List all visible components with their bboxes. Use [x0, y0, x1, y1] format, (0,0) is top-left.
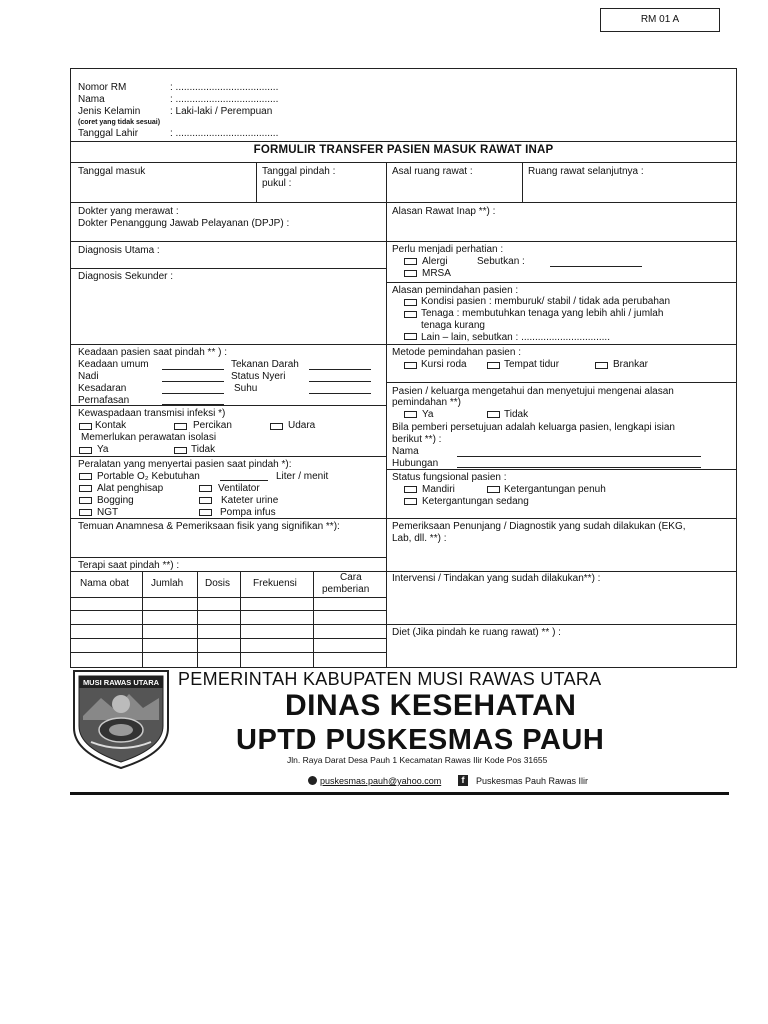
input-line[interactable]: [309, 381, 371, 382]
checkbox-portable[interactable]: [79, 473, 92, 480]
divider: [522, 162, 523, 202]
column-divider: [386, 162, 387, 668]
label-pompa: Pompa infus: [220, 507, 276, 518]
divider: [70, 162, 737, 163]
label-metode: Metode pemindahan pasien :: [392, 347, 521, 358]
checkbox-tenaga[interactable]: [404, 311, 417, 318]
label-pernafasan: Pernafasan: [78, 395, 130, 406]
letterhead-line1: PEMERINTAH KABUPATEN MUSI RAWAS UTARA: [178, 669, 602, 689]
label-diagnosis-sekunder: Diagnosis Sekunder :: [78, 271, 174, 282]
checkbox-alergi[interactable]: [404, 258, 417, 265]
label-kursi-roda: Kursi roda: [421, 359, 467, 370]
label-tenaga-2: tenaga kurang: [421, 320, 485, 331]
label-alasan-pindah: Alasan pemindahan pasien :: [392, 285, 519, 296]
checkbox-mrsa[interactable]: [404, 270, 417, 277]
label-alergi: Alergi: [422, 256, 448, 267]
label-terapi: Terapi saat pindah **) :: [78, 560, 180, 571]
input-line-nama[interactable]: [457, 456, 701, 457]
label-asal-ruang: Asal ruang rawat :: [392, 166, 473, 177]
value-nomor-rm: : .....................................: [170, 82, 279, 93]
value-jenis-kelamin: : Laki-laki / Perempuan: [170, 106, 273, 117]
input-line[interactable]: [162, 381, 224, 382]
letterhead-line3: UPTD PUSKESMAS PAUH: [236, 724, 605, 756]
label-diagnosis-utama: Diagnosis Utama :: [78, 245, 160, 256]
label-setuju-tidak: Tidak: [504, 409, 529, 420]
th-cara: Cara: [340, 572, 362, 583]
label-ruang-selanjutnya: Ruang rawat selanjutnya :: [528, 166, 644, 177]
checkbox-mandiri[interactable]: [404, 486, 417, 493]
label-lain: Lain – lain, sebutkan : ................................: [421, 332, 610, 343]
checkbox-brankar[interactable]: [595, 362, 608, 369]
emblem-text: MUSI RAWAS UTARA: [82, 678, 160, 687]
input-line[interactable]: [162, 393, 224, 394]
letterhead-rule: [70, 792, 729, 795]
label-isolasi: Memerlukan perawatan isolasi: [81, 432, 217, 443]
label-portable: Portable O₂ Kebutuhan: [97, 471, 200, 482]
checkbox-lain[interactable]: [404, 333, 417, 340]
divider: [386, 469, 737, 470]
label-peralatan: Peralatan yang menyertai pasien saat pindah *):: [78, 459, 292, 470]
checkbox-pompa[interactable]: [199, 509, 212, 516]
label-intervensi: Intervensi / Tindakan yang sudah dilakukan**) :: [392, 573, 601, 584]
th-pemberian: pemberian: [322, 584, 370, 595]
divider: [386, 382, 737, 383]
label-kontak: Kontak: [95, 420, 127, 431]
divider: [70, 241, 386, 242]
label-tanggal-masuk: Tanggal masuk: [78, 166, 146, 177]
divider: [386, 518, 737, 519]
table-row-line: [70, 597, 386, 598]
label-temuan: Temuan Anamnesa & Pemeriksaan fisik yang signifikan **):: [78, 521, 340, 532]
divider: [70, 344, 386, 345]
label-bogging: Bogging: [97, 495, 134, 506]
label-nama: Nama: [392, 446, 419, 457]
label-isolasi-tidak: Tidak: [191, 444, 216, 455]
checkbox-bogging[interactable]: [79, 497, 92, 504]
input-line[interactable]: [309, 369, 371, 370]
value-tanggal-lahir: : .....................................: [170, 128, 279, 139]
label-dpjp: Dokter Penanggung Jawab Pelayanan (DPJP) :: [78, 218, 290, 229]
facebook-name: Puskesmas Pauh Rawas Ilir: [476, 776, 589, 786]
form-title: FORMULIR TRANSFER PASIEN MASUK RAWAT INAP: [253, 144, 554, 156]
label-sebutkan: Sebutkan :: [477, 256, 525, 267]
email-link[interactable]: puskesmas.pauh@yahoo.com: [320, 776, 442, 786]
divider: [256, 162, 257, 202]
label-setuju: Pasien / keluarga mengetahui dan menyetujui mengenai alasan: [392, 386, 674, 397]
input-line-sebutkan[interactable]: [550, 266, 642, 267]
label-nama: Nama: [78, 94, 105, 105]
checkbox-ketergantungan-sedang[interactable]: [404, 498, 417, 505]
label-ngt: NGT: [97, 507, 119, 518]
checkbox-percikan[interactable]: [174, 423, 187, 430]
label-tekanan-darah: Tekanan Darah: [231, 359, 299, 370]
label-tanggal-lahir: Tanggal Lahir: [78, 128, 139, 139]
divider: [70, 557, 386, 558]
label-mrsa: MRSA: [422, 268, 451, 279]
checkbox-isolasi-tidak[interactable]: [174, 447, 187, 454]
label-perhatian: Perlu menjadi perhatian :: [392, 244, 504, 255]
label-percikan: Percikan: [193, 420, 232, 431]
divider: [386, 571, 737, 572]
divider: [386, 241, 737, 242]
checkbox-kondisi[interactable]: [404, 299, 417, 306]
divider: [70, 268, 386, 269]
label-udara: Udara: [288, 420, 316, 431]
label-isolasi-ya: Ya: [97, 444, 109, 455]
facebook-icon: f: [458, 775, 468, 786]
label-pemberi-2: berikut **) :: [392, 434, 442, 445]
checkbox-ventilator[interactable]: [199, 485, 212, 492]
label-pemberi: Bila pemberi persetujuan adalah keluarga pasien, lengkapi isian: [392, 422, 675, 433]
divider: [70, 456, 386, 457]
input-line[interactable]: [162, 369, 224, 370]
table-col-line: [240, 571, 241, 668]
label-kewaspadaan: Kewaspadaan transmisi infeksi *): [78, 408, 226, 419]
th-frekuensi: Frekuensi: [253, 578, 297, 589]
divider: [70, 141, 737, 142]
checkbox-ngt[interactable]: [79, 509, 92, 516]
label-dokter-merawat: Dokter yang merawat :: [78, 206, 179, 217]
label-pukul: pukul :: [262, 178, 292, 189]
table-col-line: [197, 571, 198, 668]
label-nadi: Nadi: [78, 371, 99, 382]
table-row-line: [70, 624, 386, 625]
checkbox-alat-penghisap[interactable]: [79, 485, 92, 492]
input-line-hubungan[interactable]: [457, 467, 701, 468]
input-line-kebutuhan[interactable]: [220, 480, 268, 481]
input-line[interactable]: [162, 404, 224, 405]
label-ketergantungan-sedang: Ketergantungan sedang: [422, 496, 529, 507]
label-liter: Liter / menit: [276, 471, 329, 482]
label-ventilator: Ventilator: [218, 483, 260, 494]
form-code: RM 01 A: [640, 14, 680, 25]
label-kesadaran: Kesadaran: [78, 383, 127, 394]
label-nomor-rm: Nomor RM: [78, 82, 127, 93]
th-dosis: Dosis: [205, 578, 231, 589]
label-ketergantungan-penuh: Ketergantungan penuh: [504, 484, 606, 495]
label-tanggal-pindah: Tanggal pindah :: [262, 166, 336, 177]
label-mandiri: Mandiri: [422, 484, 455, 495]
label-setuju-2: pemindahan **): [392, 397, 461, 408]
checkbox-ketergantungan-penuh[interactable]: [487, 486, 500, 493]
checkbox-udara[interactable]: [270, 423, 283, 430]
th-jumlah: Jumlah: [151, 578, 184, 589]
letterhead-address: Jln. Raya Darat Desa Pauh 1 Kecamatan Rawas Ilir Kode Pos 31655: [287, 755, 548, 765]
label-suhu: Suhu: [234, 383, 258, 394]
label-alasan-rawat: Alasan Rawat Inap **) :: [392, 206, 496, 217]
label-fungsional: Status fungsional pasien :: [392, 472, 507, 483]
letterhead-line2: DINAS KESEHATAN: [285, 689, 577, 722]
divider: [386, 344, 737, 345]
label-kondisi: Kondisi pasien : memburuk/ stabil / tidak ada perubahan: [421, 296, 671, 307]
label-penunjang: Pemeriksaan Penunjang / Diagnostik yang sudah dilakukan (EKG,: [392, 521, 686, 532]
checkbox-setuju-tidak[interactable]: [487, 411, 500, 418]
divider: [386, 624, 737, 625]
checkbox-isolasi-ya[interactable]: [79, 447, 92, 454]
label-keadaan-umum: Keadaan umum: [78, 359, 149, 370]
emblem-logo: [71, 668, 171, 770]
label-brankar: Brankar: [613, 359, 649, 370]
label-tenaga: Tenaga : membutuhkan tenaga yang lebih ahli / jumlah: [421, 308, 664, 319]
label-kateter: Kateter urine: [221, 495, 279, 506]
label-diet: Diet (Jika pindah ke ruang rawat) ** ) :: [392, 627, 561, 638]
divider: [386, 282, 737, 283]
input-line[interactable]: [309, 393, 371, 394]
table-row-line: [70, 610, 386, 611]
checkbox-tempat-tidur[interactable]: [487, 362, 500, 369]
form-code-box: [600, 8, 720, 32]
checkbox-setuju-ya[interactable]: [404, 411, 417, 418]
th-nama-obat: Nama obat: [80, 578, 129, 589]
table-row-line: [70, 652, 386, 653]
label-status-nyeri: Status Nyeri: [231, 371, 286, 382]
table-col-line: [313, 571, 314, 668]
label-jenis-kelamin: Jenis Kelamin: [78, 106, 141, 117]
label-keadaan-title: Keadaan pasien saat pindah ** ) :: [78, 347, 227, 358]
label-penunjang-2: Lab, dll. **) :: [392, 533, 447, 544]
label-hubungan: Hubungan: [392, 458, 439, 469]
checkbox-kateter[interactable]: [199, 497, 212, 504]
divider: [386, 202, 737, 203]
table-col-line: [142, 571, 143, 668]
email-icon: [308, 776, 317, 785]
table-row-line: [70, 638, 386, 639]
value-nama: : .....................................: [170, 94, 279, 105]
checkbox-kontak[interactable]: [79, 423, 92, 430]
label-alat-penghisap: Alat penghisap: [97, 483, 164, 494]
checkbox-kursi-roda[interactable]: [404, 362, 417, 369]
note-coret: (coret yang tidak sesuai): [78, 119, 161, 126]
label-setuju-ya: Ya: [422, 409, 434, 420]
label-tempat-tidur: Tempat tidur: [504, 359, 560, 370]
divider: [70, 202, 386, 203]
